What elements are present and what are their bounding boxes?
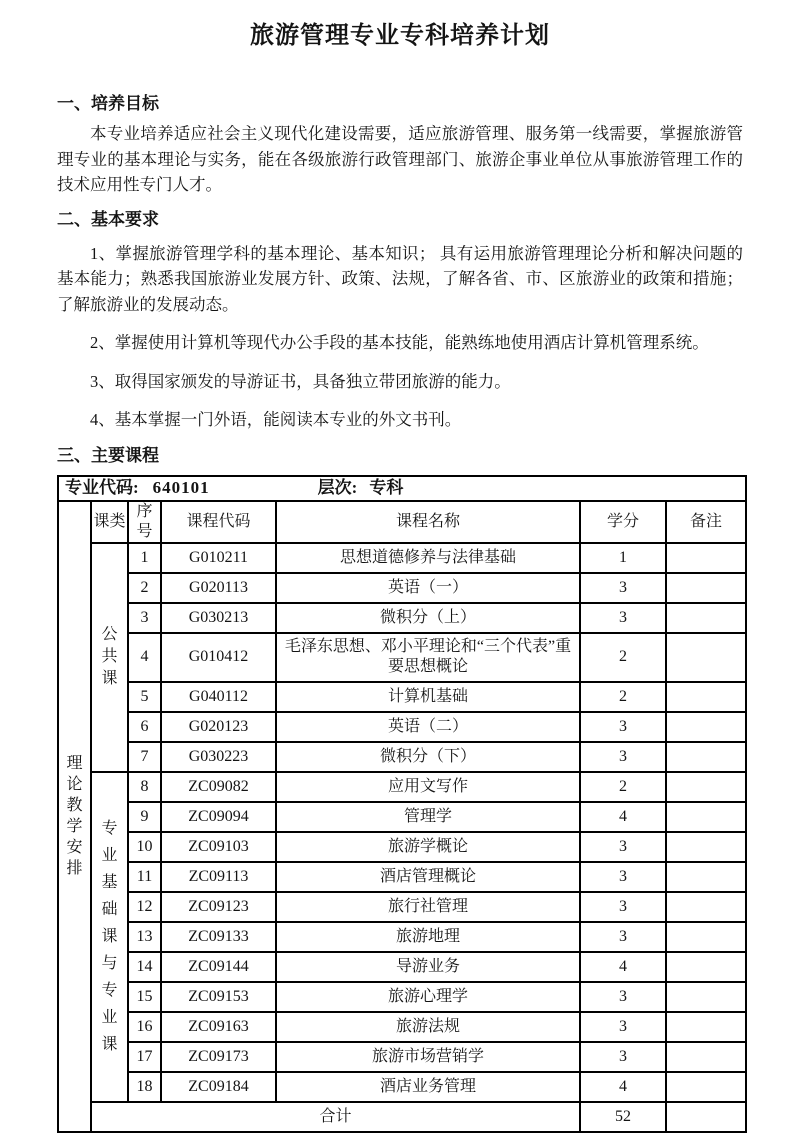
table-row xyxy=(58,543,746,573)
code-cell: ZC09173 xyxy=(161,1042,276,1072)
category-label-public: 公共课 xyxy=(101,626,118,687)
total-row xyxy=(58,1102,746,1132)
col-header-seq: 序号 xyxy=(128,501,161,543)
section-heading-requirements: 二、基本要求 xyxy=(57,209,159,229)
table-row xyxy=(58,892,746,922)
seq-cell: 4 xyxy=(128,633,161,682)
col-header-code: 课程代码 xyxy=(161,501,276,543)
remarks-cell xyxy=(666,712,746,742)
name-cell: 毛泽东思想、邓小平理论和“三个代表”重要思想概论 xyxy=(276,633,580,682)
name-cell: 管理学 xyxy=(276,802,580,832)
credits-cell: 3 xyxy=(580,832,666,862)
name-cell: 旅行社管理 xyxy=(276,892,580,922)
code-cell: ZC09082 xyxy=(161,772,276,802)
remarks-cell xyxy=(666,543,746,573)
major-code-value: 640101 xyxy=(152,478,210,498)
credits-cell: 2 xyxy=(580,772,666,802)
credits-cell: 4 xyxy=(580,802,666,832)
table-row xyxy=(58,1072,746,1102)
table-row xyxy=(58,1042,746,1072)
name-cell: 旅游心理学 xyxy=(276,982,580,1012)
remarks-cell xyxy=(666,603,746,633)
meta-cell xyxy=(58,476,746,501)
table-row xyxy=(58,1012,746,1042)
table-row xyxy=(58,633,746,682)
code-cell: ZC09123 xyxy=(161,892,276,922)
remarks-cell xyxy=(666,832,746,862)
code-cell: ZC09133 xyxy=(161,922,276,952)
col-header-credits: 学分 xyxy=(580,501,666,543)
remarks-cell xyxy=(666,982,746,1012)
credits-cell: 3 xyxy=(580,862,666,892)
seq-cell: 2 xyxy=(128,573,161,603)
col-header-name: 课程名称 xyxy=(276,501,580,543)
table-meta-row xyxy=(58,476,746,501)
table-row xyxy=(58,802,746,832)
objectives-paragraph: 本专业培养适应社会主义现代化建设需要，适应旅游管理、服务第一线需要，掌握旅游管理专业的基本理论与实务，能在各级旅游行政管理部门、旅游企事业单位从事旅游管理工作的技术应用性专门人才。 xyxy=(57,124,743,194)
name-cell: 思想道德修养与法律基础 xyxy=(276,543,580,573)
seq-cell: 8 xyxy=(128,772,161,802)
remarks-cell xyxy=(666,952,746,982)
code-cell: ZC09094 xyxy=(161,802,276,832)
credits-cell: 3 xyxy=(580,742,666,772)
seq-cell: 16 xyxy=(128,1012,161,1042)
section-heading-courses: 三、主要课程 xyxy=(57,445,159,465)
name-cell: 旅游法规 xyxy=(276,1012,580,1042)
credits-cell: 3 xyxy=(580,712,666,742)
category-cell-public xyxy=(91,543,128,772)
remarks-cell xyxy=(666,772,746,802)
name-cell: 英语（一） xyxy=(276,573,580,603)
name-cell: 旅游学概论 xyxy=(276,832,580,862)
code-cell: G010412 xyxy=(161,633,276,682)
table-row xyxy=(58,952,746,982)
table-row xyxy=(58,682,746,712)
remarks-cell xyxy=(666,573,746,603)
remarks-cell xyxy=(666,1072,746,1102)
section-heading-objectives: 一、培养目标 xyxy=(57,94,159,113)
requirement-item-3: 3、取得国家颁发的导游证书，具备独立带团旅游的能力。 xyxy=(90,371,511,391)
seq-cell: 1 xyxy=(128,543,161,573)
table-row xyxy=(58,832,746,862)
table-row xyxy=(58,922,746,952)
level-label: 层次: xyxy=(317,478,358,498)
remarks-cell xyxy=(666,682,746,712)
code-cell: G030213 xyxy=(161,603,276,633)
document-body xyxy=(0,92,800,468)
seq-cell: 14 xyxy=(128,952,161,982)
table-header-row xyxy=(58,501,746,543)
row-group-cell xyxy=(58,501,91,1132)
remarks-cell xyxy=(666,1042,746,1072)
name-cell: 旅游市场营销学 xyxy=(276,1042,580,1072)
requirement-item-4: 4、基本掌握一门外语，能阅读本专业的外文书刊。 xyxy=(90,410,462,429)
credits-cell: 2 xyxy=(580,633,666,682)
credits-cell: 3 xyxy=(580,1042,666,1072)
code-cell: G030223 xyxy=(161,742,276,772)
level-value: 专科 xyxy=(369,478,404,498)
name-cell: 微积分（上） xyxy=(276,603,580,633)
seq-cell: 13 xyxy=(128,922,161,952)
category-cell-professional xyxy=(91,772,128,1102)
credits-cell: 2 xyxy=(580,682,666,712)
name-cell: 计算机基础 xyxy=(276,682,580,712)
credits-cell: 3 xyxy=(580,922,666,952)
credits-cell: 3 xyxy=(580,603,666,633)
credits-cell: 3 xyxy=(580,573,666,603)
credits-cell: 3 xyxy=(580,982,666,1012)
seq-cell: 6 xyxy=(128,712,161,742)
credits-cell: 4 xyxy=(580,1072,666,1102)
code-cell: ZC09153 xyxy=(161,982,276,1012)
name-cell: 旅游地理 xyxy=(276,922,580,952)
seq-cell: 12 xyxy=(128,892,161,922)
table-row xyxy=(58,982,746,1012)
name-cell: 英语（二） xyxy=(276,712,580,742)
credits-cell: 3 xyxy=(580,1012,666,1042)
code-cell: G040112 xyxy=(161,682,276,712)
seq-cell: 15 xyxy=(128,982,161,1012)
name-cell: 应用文写作 xyxy=(276,772,580,802)
credits-cell: 4 xyxy=(580,952,666,982)
code-cell: ZC09103 xyxy=(161,832,276,862)
code-cell: G020113 xyxy=(161,573,276,603)
credits-cell: 3 xyxy=(580,892,666,922)
page-title: 旅游管理专业专科培养计划 xyxy=(250,22,550,49)
name-cell: 酒店管理概论 xyxy=(276,862,580,892)
seq-cell: 17 xyxy=(128,1042,161,1072)
code-cell: ZC09144 xyxy=(161,952,276,982)
col-header-remarks: 备注 xyxy=(666,501,746,543)
course-table xyxy=(57,475,747,1133)
remarks-cell xyxy=(666,1012,746,1042)
name-cell: 酒店业务管理 xyxy=(276,1072,580,1102)
total-credits-cell: 52 xyxy=(580,1102,666,1132)
remarks-cell xyxy=(666,802,746,832)
table-row xyxy=(58,862,746,892)
total-label-cell: 合计 xyxy=(91,1102,580,1132)
remarks-cell xyxy=(666,922,746,952)
code-cell: ZC09184 xyxy=(161,1072,276,1102)
name-cell: 导游业务 xyxy=(276,952,580,982)
code-cell: G020123 xyxy=(161,712,276,742)
credits-cell: 1 xyxy=(580,543,666,573)
table-row xyxy=(58,712,746,742)
table-row xyxy=(58,573,746,603)
name-cell: 微积分（下） xyxy=(276,742,580,772)
remarks-cell xyxy=(666,862,746,892)
remarks-cell xyxy=(666,742,746,772)
code-cell: ZC09113 xyxy=(161,862,276,892)
code-cell: ZC09163 xyxy=(161,1012,276,1042)
category-label-professional: 专业基础课与专业课 xyxy=(101,820,118,1053)
major-code-label: 专业代码: xyxy=(65,478,139,498)
seq-cell: 5 xyxy=(128,682,161,712)
requirement-item-1: 1、掌握旅游管理学科的基本理论、基本知识； 具有运用旅游管理理论分析和解决问题的基本能力；熟悉我国旅游业发展方针、政策、法规，了解各省、市、区旅游业的政策和措施；了解旅游业的发展动态。 xyxy=(57,243,743,314)
row-group-label: 理论教学安排 xyxy=(66,755,83,877)
seq-cell: 9 xyxy=(128,802,161,832)
table-row xyxy=(58,742,746,772)
seq-cell: 3 xyxy=(128,603,161,633)
seq-cell: 10 xyxy=(128,832,161,862)
col-header-category: 课类 xyxy=(91,501,128,543)
total-remarks-cell xyxy=(666,1102,746,1132)
remarks-cell xyxy=(666,892,746,922)
code-cell: G010211 xyxy=(161,543,276,573)
table-row xyxy=(58,772,746,802)
seq-cell: 7 xyxy=(128,742,161,772)
table-row xyxy=(58,603,746,633)
remarks-cell xyxy=(666,633,746,682)
seq-cell: 18 xyxy=(128,1072,161,1102)
requirement-item-2: 2、掌握使用计算机等现代办公手段的基本技能，能熟练地使用酒店计算机管理系统。 xyxy=(90,333,709,352)
seq-cell: 11 xyxy=(128,862,161,892)
